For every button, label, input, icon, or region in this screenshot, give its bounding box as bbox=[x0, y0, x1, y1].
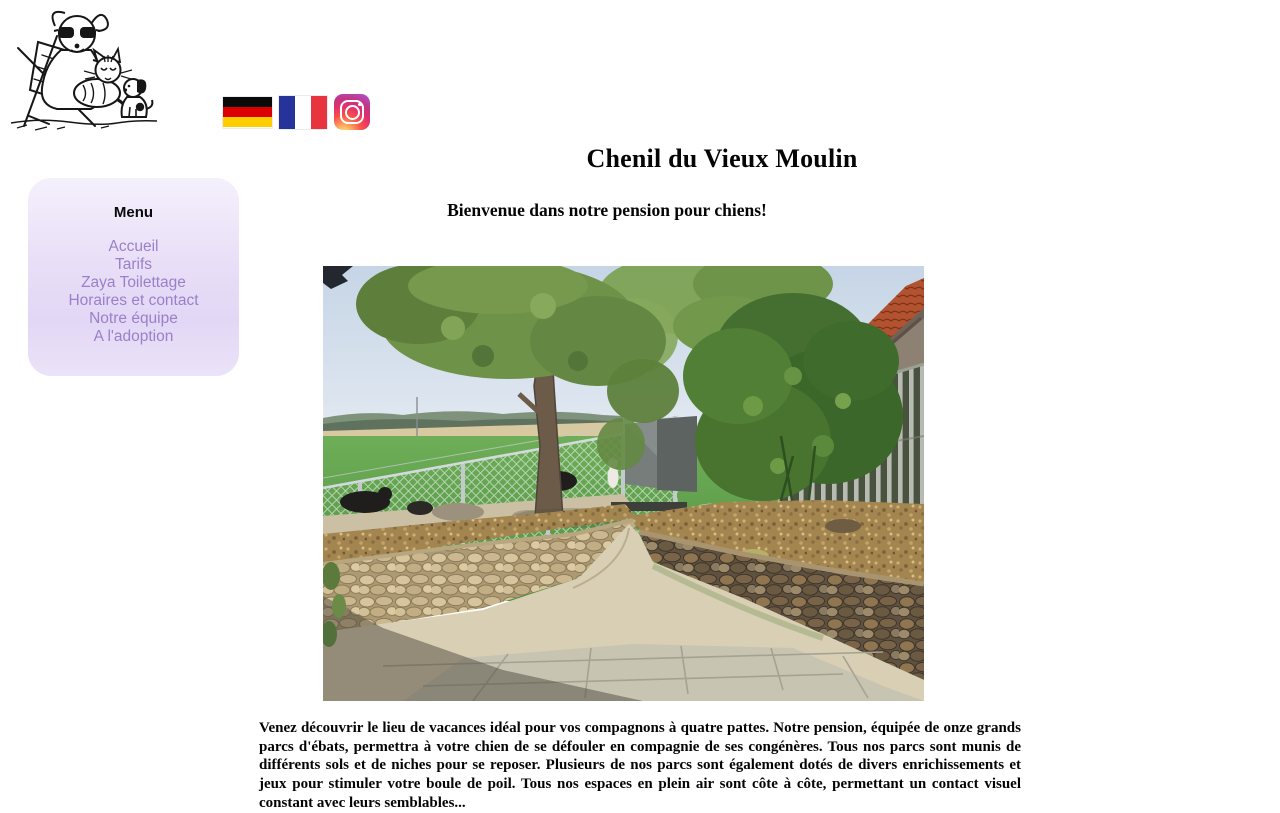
german-flag[interactable] bbox=[223, 97, 272, 128]
menu-item-a-l-adoption[interactable]: A l'adoption bbox=[93, 328, 174, 345]
intro-paragraph: Venez découvrir le lieu de vacances idéal pour vos compagnons à quatre pattes. Notre pension, équipée de onze grands parcs d'ébats, permettra à votre chien de se défouler en compagnie de ses congénères. Tous nos parcs sont munis de différents sols et de niches pour se reposer. Plusieurs de nos parcs sont également dotés de divers enrichissements et jeux pour stimuler votre boule de poil. Tous nos espaces en plein air sont côte à côte, permettant un contact visuel constant avec leurs semblables... bbox=[259, 720, 1021, 811]
page-subtitle: Bienvenue dans notre pension pour chiens! bbox=[447, 200, 767, 220]
menu-title: Menu bbox=[113, 204, 154, 221]
sidebar-menu bbox=[28, 178, 239, 376]
menu-item-accueil[interactable]: Accueil bbox=[108, 238, 159, 255]
menu-item-zaya-toilettage[interactable]: Zaya Toilettage bbox=[81, 274, 186, 291]
language-bar bbox=[223, 93, 370, 131]
kennel-yard-photo bbox=[323, 266, 924, 701]
menu-item-horaires-et-contact[interactable]: Horaires et contact bbox=[68, 292, 199, 309]
page-title: Chenil du Vieux Moulin bbox=[586, 144, 858, 173]
mascot-cartoon-icon bbox=[5, 4, 163, 136]
menu-item-notre-equipe[interactable]: Notre équipe bbox=[89, 310, 178, 327]
french-flag[interactable] bbox=[279, 96, 327, 129]
instagram-icon[interactable] bbox=[334, 94, 370, 130]
menu-links bbox=[28, 238, 239, 346]
menu-item-tarifs[interactable]: Tarifs bbox=[114, 256, 153, 273]
